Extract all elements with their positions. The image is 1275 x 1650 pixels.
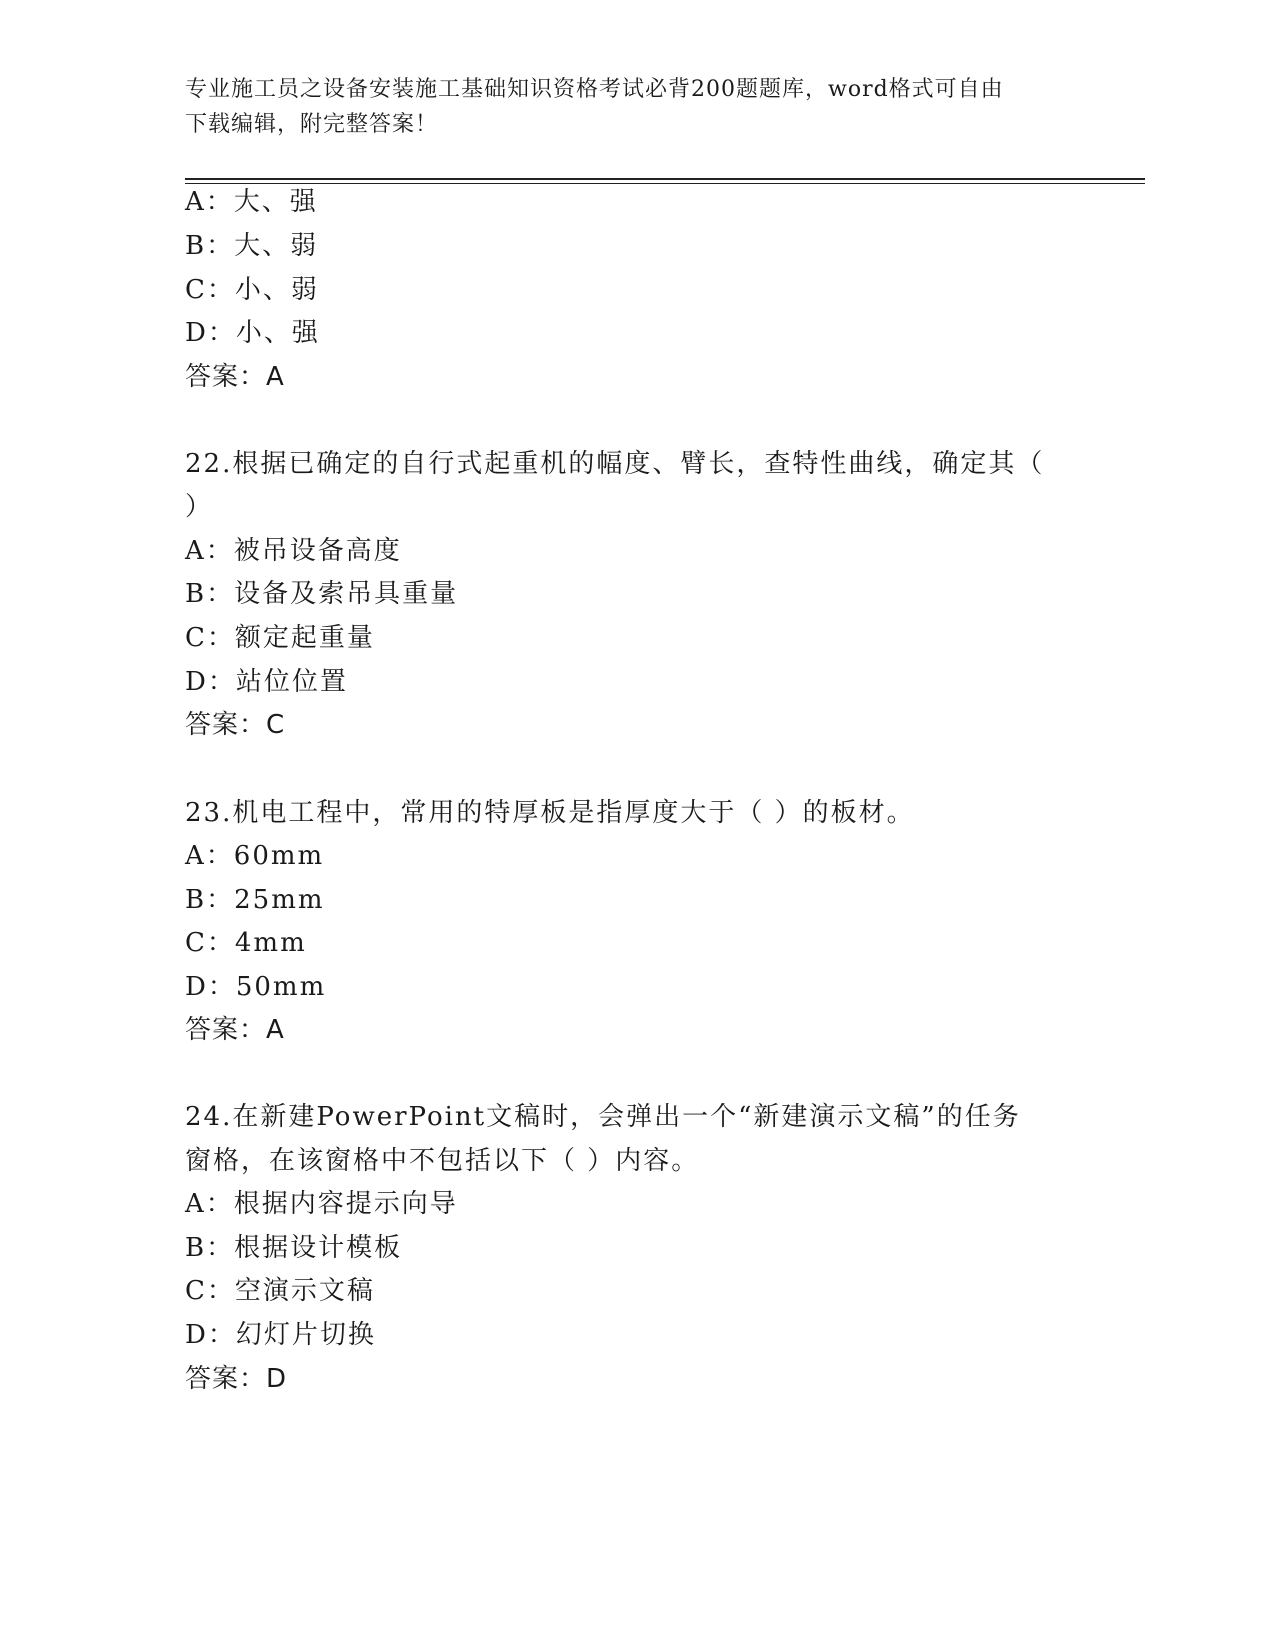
q22-answer: 答案：C xyxy=(185,710,286,740)
header-line-1: 专业施工员之设备安装施工基础知识资格考试必背200题题库，word格式可自由 xyxy=(185,77,1004,102)
q23-option-d: D：50mm xyxy=(185,972,327,1002)
q22-option-b: B：设备及索吊具重量 xyxy=(185,579,459,609)
q21-answer: 答案：A xyxy=(185,362,285,392)
q21-option-a: A：大、强 xyxy=(185,187,318,217)
q23-option-a: A：60mm xyxy=(185,841,325,871)
header-divider-thin xyxy=(185,183,1145,184)
q22-option-d: D：站位位置 xyxy=(185,667,348,697)
q22-stem-line-2: ） xyxy=(185,492,214,522)
q24-option-a: A：根据内容提示向导 xyxy=(185,1189,458,1219)
q23-option-b: B：25mm xyxy=(185,885,325,915)
q21-option-d: D：小、强 xyxy=(185,318,320,348)
header-divider-thick xyxy=(185,178,1145,180)
q23-option-c: C：4mm xyxy=(185,928,307,958)
q21-option-b: B：大、弱 xyxy=(185,231,319,261)
q24-stem-line-2: 窗格，在该窗格中不包括以下（ ）内容。 xyxy=(185,1146,700,1176)
q24-option-c: C：空演示文稿 xyxy=(185,1276,375,1306)
q24-answer: 答案：D xyxy=(185,1364,288,1394)
q22-option-a: A：被吊设备高度 xyxy=(185,536,402,566)
header-line-2: 下载编辑，附完整答案！ xyxy=(185,112,439,137)
document-page xyxy=(185,0,1145,1650)
document-header xyxy=(185,72,1065,142)
q24-stem-line-1: 24.在新建PowerPoint文稿时，会弹出一个“新建演示文稿”的任务 xyxy=(185,1102,1021,1132)
q22-stem-line-1: 22.根据已确定的自行式起重机的幅度、臂长，查特性曲线，确定其（ xyxy=(185,449,1045,479)
q23-answer: 答案：A xyxy=(185,1015,285,1045)
q22-option-c: C：额定起重量 xyxy=(185,623,375,653)
q24-option-d: D：幻灯片切换 xyxy=(185,1320,376,1350)
q24-option-b: B：根据设计模板 xyxy=(185,1233,403,1263)
q23-stem-line-1: 23.机电工程中，常用的特厚板是指厚度大于（ ）的板材。 xyxy=(185,798,915,828)
q21-option-c: C：小、弱 xyxy=(185,275,319,305)
